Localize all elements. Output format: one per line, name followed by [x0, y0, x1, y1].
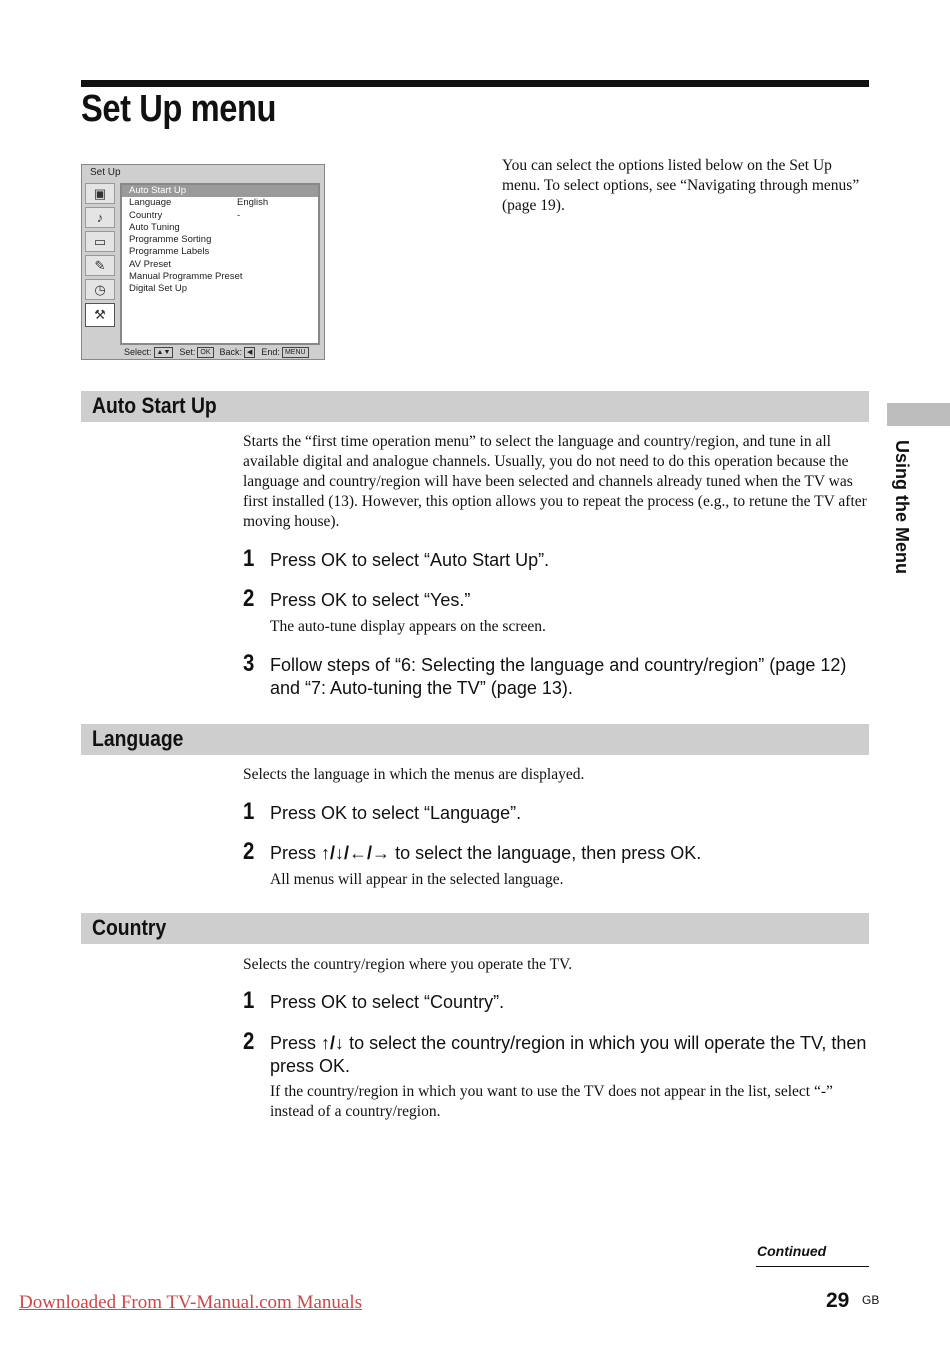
ok-key-icon: OK — [197, 347, 213, 358]
download-link[interactable]: Downloaded From TV-Manual.com Manuals — [19, 1292, 363, 1313]
side-section-label: Using the Menu — [892, 440, 912, 574]
step-number: 1 — [243, 798, 255, 825]
country-description: Selects the country/region where you operate the TV. — [243, 956, 573, 973]
page-number: 29 — [826, 1289, 850, 1312]
osd-item-digital-set-up: Digital Set Up — [129, 283, 188, 295]
setup-menu-screenshot — [81, 164, 325, 360]
step-number: 1 — [243, 545, 255, 572]
arrow-keys-icon: ↑/↓ — [321, 1033, 345, 1053]
osd-icon-column — [85, 183, 118, 330]
osd-item-value: English — [237, 197, 269, 209]
setup-icon: ⚒ — [85, 303, 115, 327]
step-text: Follow steps of “6: Selecting the language and country/region” (page 12) and “7: Auto-tuning the TV” (page 13). — [270, 655, 847, 698]
back-key-icon: ◀ — [244, 347, 255, 358]
step-number: 1 — [243, 987, 255, 1014]
picture-icon: ▣ — [85, 183, 115, 204]
side-tab-marker — [887, 403, 950, 426]
select-key-icon: ▲▼ — [154, 347, 174, 358]
section-header-auto-start-up: Auto Start Up — [81, 391, 869, 422]
osd-item-programme-sorting: Programme Sorting — [129, 234, 212, 246]
arrow-keys-icon: ↑/↓/←/→ — [321, 843, 391, 863]
step-text: Press ↑/↓ to select the country/region in which you will operate the TV, then press OK. — [270, 1033, 867, 1076]
osd-item-country: Country - — [129, 209, 241, 221]
step-number: 2 — [243, 585, 255, 612]
osd-footer: Select: ▲▼ Set: OK Back: ◀ End: MENU — [124, 347, 315, 358]
step-number: 2 — [243, 1028, 255, 1055]
intro-paragraph: You can select the options listed below on the Set Up menu. To select options, see “Navigating through menus” (page 19). — [502, 157, 860, 214]
osd-item-manual-programme-preset: Manual Programme Preset — [129, 271, 243, 283]
sound-icon: ♪ — [85, 207, 115, 228]
osd-item-language: Language English — [129, 197, 269, 209]
step-text: Press OK to select “Language”. — [270, 803, 522, 823]
section-header-country: Country — [81, 913, 869, 944]
language-description: Selects the language in which the menus are displayed. — [243, 766, 585, 783]
page-language-code: GB — [862, 1293, 880, 1307]
step-number: 2 — [243, 838, 255, 865]
step-text: Press OK to select “Country”. — [270, 992, 505, 1012]
step-note: If the country/region in which you want to use the TV does not appear in the list, select “-” instead of a country/region. — [270, 1083, 833, 1120]
auto-start-up-description: Starts the “first time operation menu” to select the language and country/region, and tune in all available digital and analogue channels. Usually, you do not need to do this operation because the language and country/region will have been selected and channels already tuned when the TV was first installed (13). However, this option allows you to repeat the process (e.g., to retune the TV after moving house). — [243, 433, 867, 530]
osd-item-value: - — [237, 209, 241, 221]
osd-item-auto-start-up: Auto Start Up — [122, 185, 318, 197]
features-icon: ✎ — [85, 255, 115, 276]
step-text: Press OK to select “Yes.” — [270, 590, 471, 610]
step-note: The auto-tune display appears on the screen. — [270, 618, 546, 635]
section-header-language: Language — [81, 724, 869, 755]
step-text: Press ↑/↓/←/→ to select the language, then press OK. — [270, 843, 702, 863]
timer-icon: ◷ — [85, 279, 115, 300]
page-title: Set Up menu — [81, 88, 277, 130]
step-number: 3 — [243, 650, 255, 677]
osd-item-av-preset: AV Preset — [129, 258, 172, 270]
osd-item-auto-tuning: Auto Tuning — [129, 221, 180, 233]
osd-menu-list — [120, 183, 320, 345]
step-note: All menus will appear in the selected language. — [270, 871, 564, 888]
osd-title: Set Up — [90, 167, 121, 178]
screen-icon: ▭ — [85, 231, 115, 252]
continued-label: Continued — [757, 1243, 827, 1259]
osd-item-programme-labels: Programme Labels — [129, 246, 210, 258]
continued-rule — [756, 1266, 869, 1267]
step-text: Press OK to select “Auto Start Up”. — [270, 550, 550, 570]
top-rule — [81, 80, 869, 87]
menu-key-icon: MENU — [282, 347, 309, 358]
